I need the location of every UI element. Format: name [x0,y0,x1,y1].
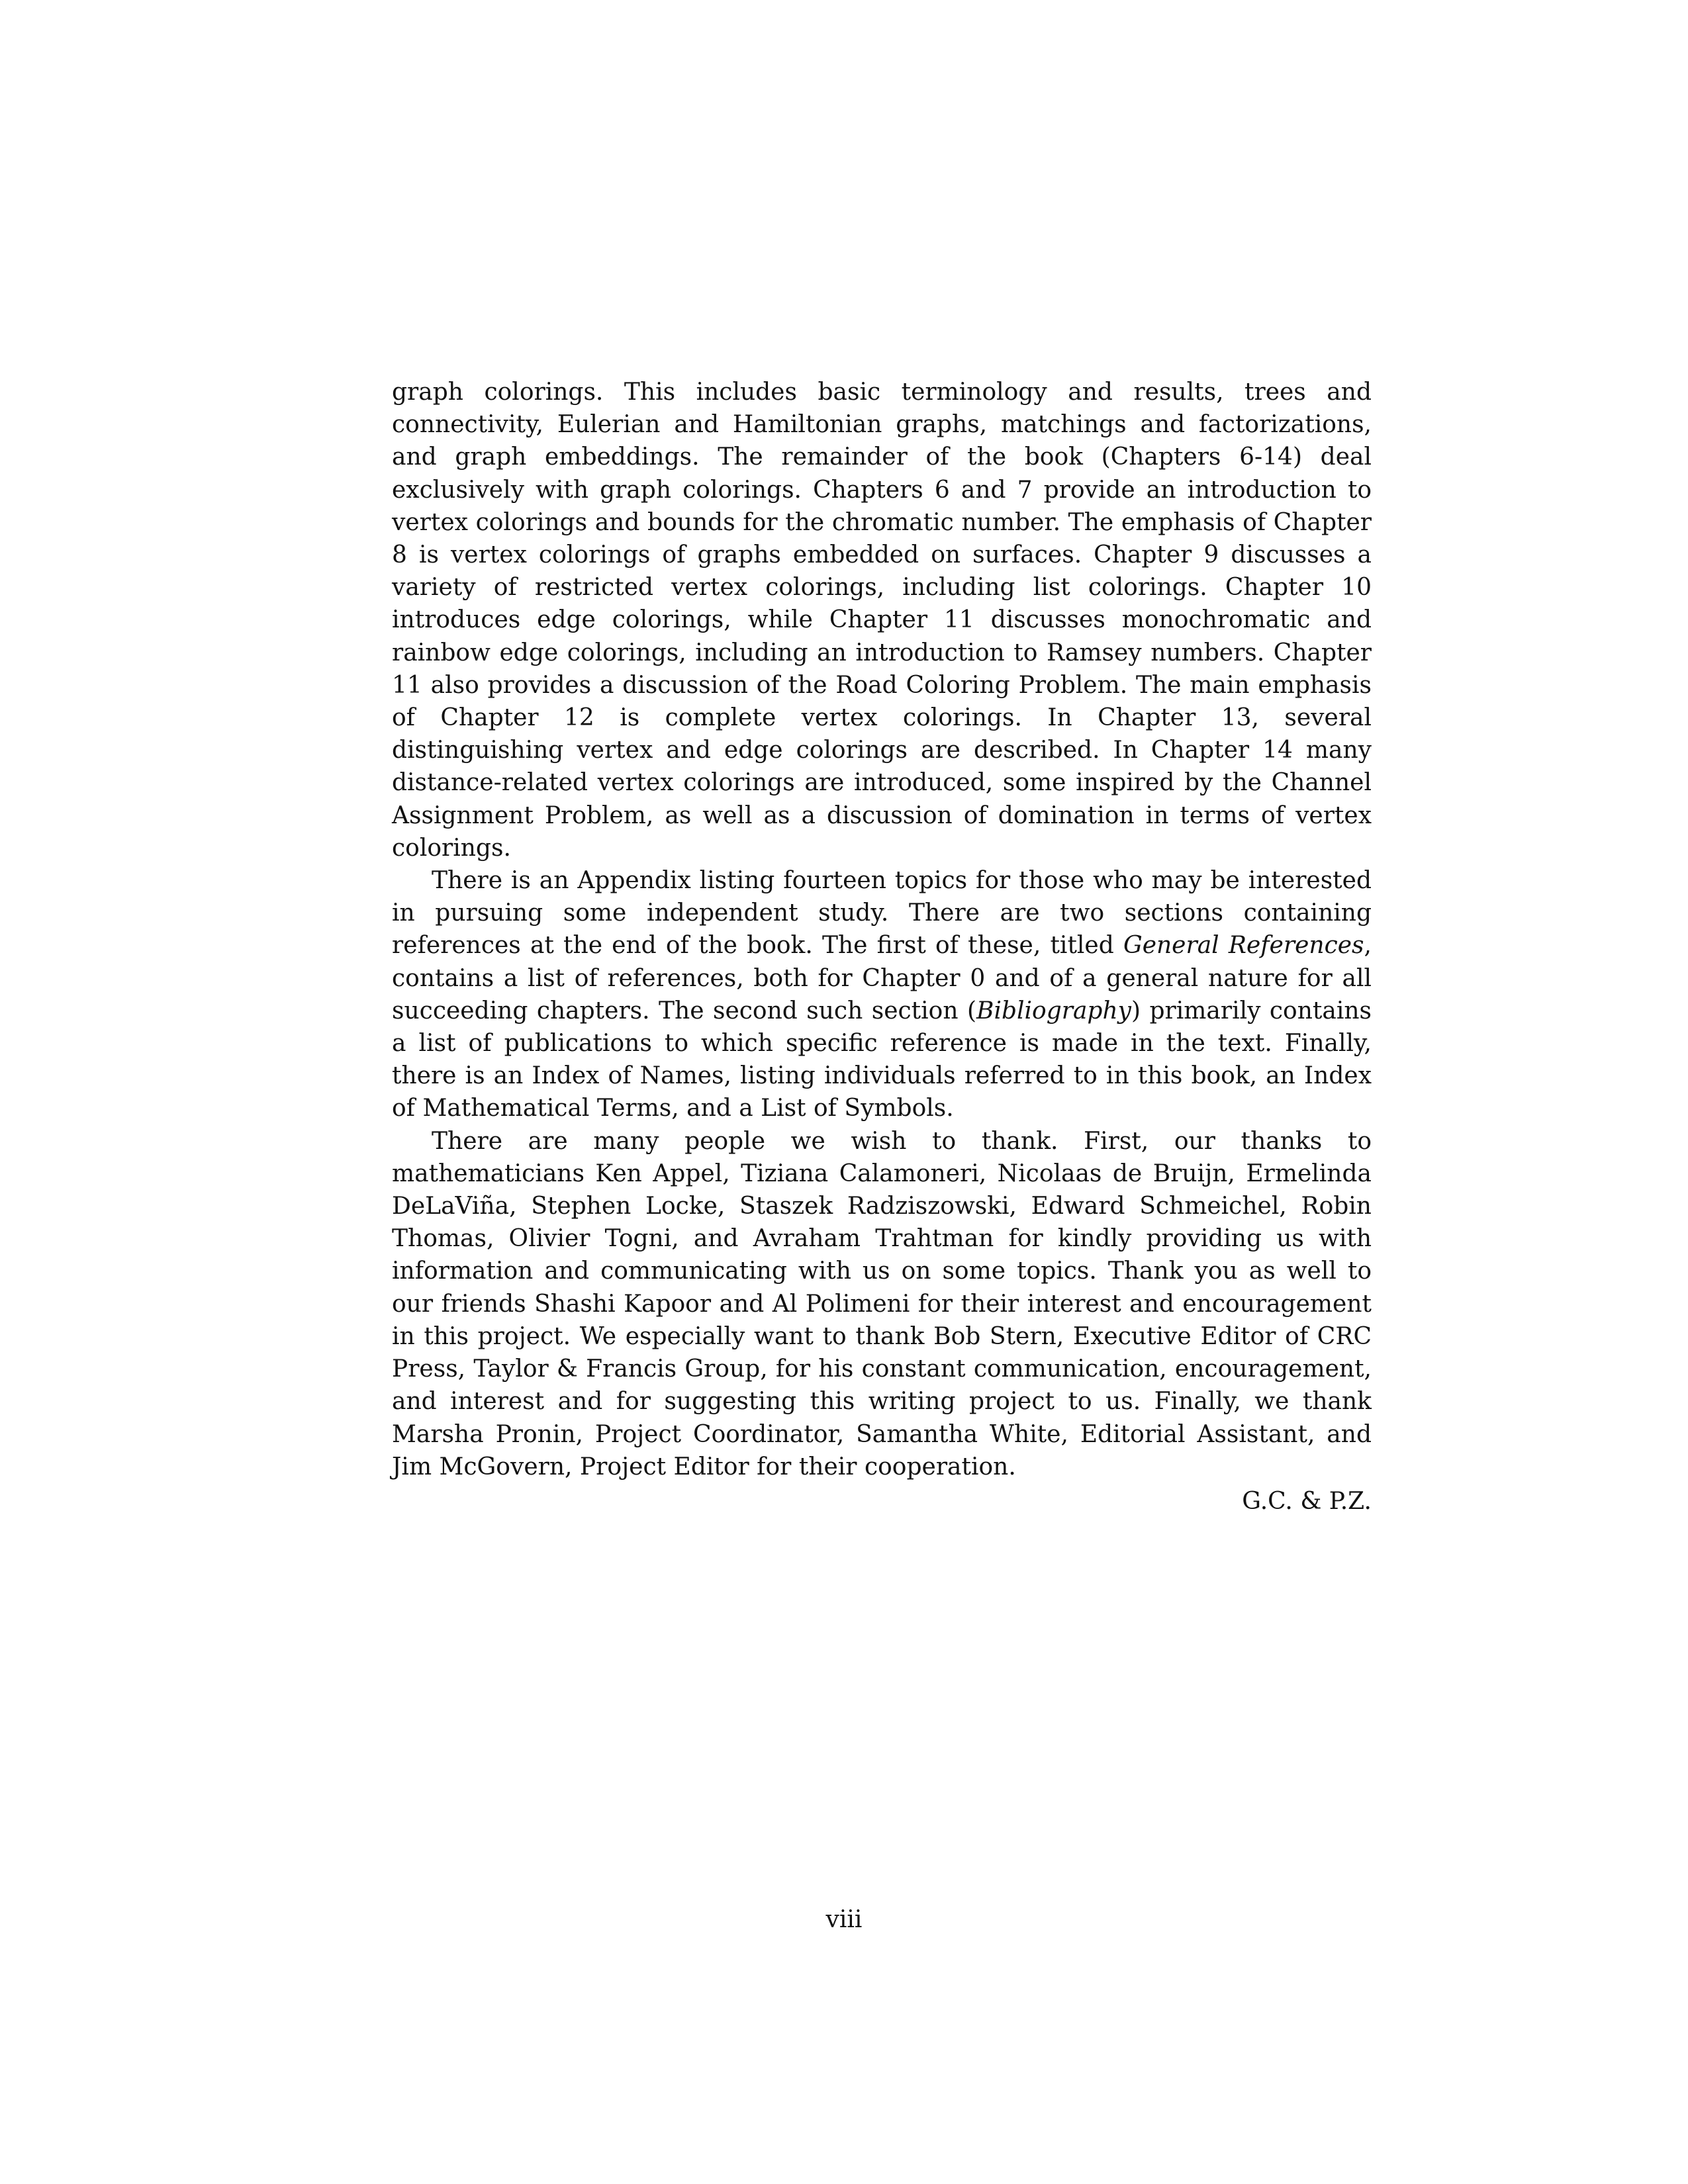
paragraph-appendix-text-2: , contains a list of references, both for Chapter 0 and of a general nature for all succeeding chapters. The second such section ( [392,932,1372,1024]
paragraph-acknowledgements: There are many people we wish to thank. First, our thanks to mathematicians Ken Appel, Tiziana Calamoneri, Nicolaas de Bruijn, Ermelinda DeLaViña, Stephen Locke, Staszek Radziszowski, Edward Schmeichel, Robin Thomas, Olivier Togni, and Avraham Trahtman for kindly providing us with information and communicating with us on some topics. Thank you as well to our friends Shashi Kapoor and Al Polimeni for their interest and encouragement in this project. We especially want to thank Bob Stern, Executive Editor of CRC Press, Taylor & Francis Group, for his constant communication, encouragement, and interest and for suggesting this writing project to us. Finally, we thank Marsha Pronin, Project Coordinator, Samantha White, Editorial Assistant, and Jim McGovern, Project Editor for their cooperation. [392,1127,1372,1480]
preface-body [392,376,1372,1483]
paragraph-appendix-text-1: There is an Appendix listing fourteen topics for those who may be interested in pursuing some independent study. There are two sections containing references at the end of the book. The first of these, titled [392,867,1372,960]
paragraph-appendix-references [392,864,1372,1125]
paragraph-appendix-text-3: ) primarily contains a list of publications to which specific reference is made in the text. Finally, there is an Index of Names, listing individuals referred to in this book, an Index of Mathematical Terms, and a List of Symbols. [392,997,1372,1122]
page-number: viii [825,1906,863,1933]
author-initials-signature: G.C. & P.Z. [1242,1488,1372,1515]
general-references-title: General References [1123,932,1364,960]
paragraph-chapter-overview: graph colorings. This includes basic terminology and results, trees and connectivity, Eulerian and Hamiltonian graphs, matchings and factorizations, and graph embeddings. The remainder of the book (Chapters 6-14) deal exclusively with graph colorings. Chapters 6 and 7 provide an introduction to vertex colorings and bounds for the chromatic number. The emphasis of Chapter 8 is vertex colorings of graphs embedded on surfaces. Chapter 9 discusses a variety of restricted vertex colorings, including list colorings. Chapter 10 introduces edge colorings, while Chapter 11 discusses monochromatic and rainbow edge colorings, including an introduction to Ramsey numbers. Chapter 11 also provides a discussion of the Road Coloring Problem. The main emphasis of Chapter 12 is complete vertex colorings. In Chapter 13, several distinguishing vertex and edge colorings are described. In Chapter 14 many distance-related vertex colorings are introduced, some inspired by the Channel Assignment Problem, as well as a discussion of domination in terms of vertex colorings. [392,379,1372,862]
bibliography-title: Bibliography [976,997,1131,1024]
